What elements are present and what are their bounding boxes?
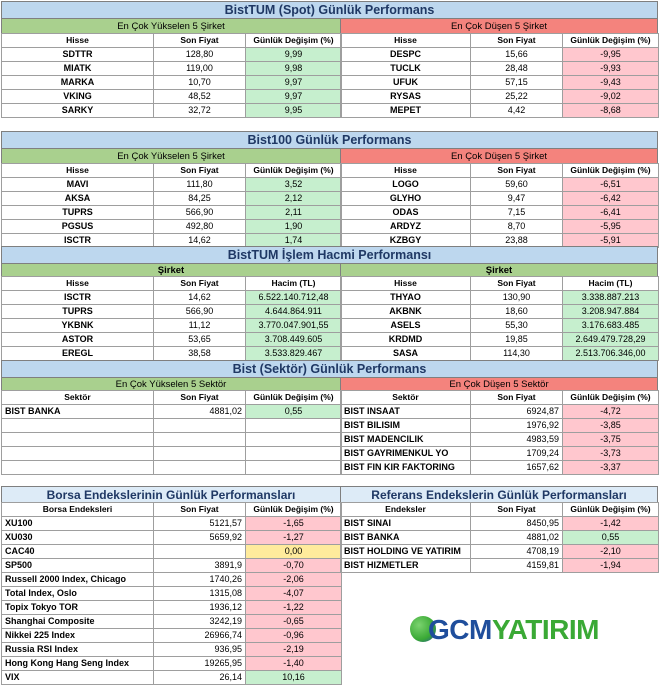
change-cell: 1,90 xyxy=(246,220,342,234)
price-cell: 38,58 xyxy=(154,347,246,361)
column-header: Hacim (TL) xyxy=(563,277,659,291)
column-header: Hisse xyxy=(341,277,471,291)
change-cell: -2,19 xyxy=(246,643,342,657)
change-cell: 2,12 xyxy=(246,192,342,206)
price-cell: 48,52 xyxy=(154,90,246,104)
price-cell xyxy=(154,433,246,447)
name-cell xyxy=(2,461,154,475)
name-cell: VKING xyxy=(2,90,154,104)
name-cell: MEPET xyxy=(341,104,471,118)
price-cell: 14,62 xyxy=(154,234,246,248)
table-row xyxy=(341,447,659,461)
header-row xyxy=(2,503,342,517)
price-cell: 55,30 xyxy=(471,319,563,333)
table-row xyxy=(2,333,342,347)
name-cell: RYSAS xyxy=(341,90,471,104)
price-cell: 26966,74 xyxy=(154,629,246,643)
table-row xyxy=(341,545,659,559)
change-cell: -9,02 xyxy=(563,90,659,104)
price-cell: 4159,81 xyxy=(471,559,563,573)
name-cell: GLYHO xyxy=(341,192,471,206)
price-cell: 936,95 xyxy=(154,643,246,657)
column-header: Günlük Değişim (%) xyxy=(246,164,342,178)
table-row xyxy=(2,104,342,118)
table-row xyxy=(2,76,342,90)
column-header: Hisse xyxy=(2,164,154,178)
table-row xyxy=(2,657,342,671)
column-header: Sektör xyxy=(341,391,471,405)
name-cell: ASELS xyxy=(341,319,471,333)
table-row xyxy=(341,559,659,573)
table-row xyxy=(2,405,342,419)
table-row xyxy=(2,220,342,234)
price-cell: 130,90 xyxy=(471,291,563,305)
table-row xyxy=(2,615,342,629)
name-cell: Topix Tokyo TOR xyxy=(2,601,154,615)
name-cell: VIX xyxy=(2,671,154,685)
name-cell: Total Index, Oslo xyxy=(2,587,154,601)
price-cell: 8,70 xyxy=(471,220,563,234)
column-header: Sektör xyxy=(2,391,154,405)
column-header: Endeksler xyxy=(341,503,471,517)
table-row xyxy=(2,559,342,573)
table-row xyxy=(2,671,342,685)
column-header: Son Fiyat xyxy=(154,503,246,517)
table-row xyxy=(2,531,342,545)
column-header: Son Fiyat xyxy=(154,391,246,405)
price-cell: 128,80 xyxy=(154,48,246,62)
change-cell xyxy=(246,461,342,475)
table-row xyxy=(341,461,659,475)
volume-left-title: Şirket xyxy=(1,263,341,277)
gcm-logo xyxy=(412,612,612,648)
logo-yatirim-text: YATIRIM xyxy=(492,614,599,645)
name-cell: THYAO xyxy=(341,291,471,305)
price-cell: 1936,12 xyxy=(154,601,246,615)
table-row xyxy=(2,447,342,461)
name-cell: MIATK xyxy=(2,62,154,76)
table-row xyxy=(341,62,659,76)
change-cell: 1,74 xyxy=(246,234,342,248)
name-cell: Nikkei 225 Index xyxy=(2,629,154,643)
table-row xyxy=(2,643,342,657)
name-cell: CAC40 xyxy=(2,545,154,559)
column-header: Son Fiyat xyxy=(154,277,246,291)
change-cell: 0,00 xyxy=(246,545,342,559)
price-cell: 1315,08 xyxy=(154,587,246,601)
price-cell: 5121,57 xyxy=(154,517,246,531)
table-row xyxy=(2,347,342,361)
sector-rise-title: En Çok Yükselen 5 Sektör xyxy=(1,377,341,391)
name-cell: TUCLK xyxy=(341,62,471,76)
table-row xyxy=(341,90,659,104)
name-cell: AKSA xyxy=(2,192,154,206)
column-header: Son Fiyat xyxy=(154,34,246,48)
column-header: Günlük Değişim (%) xyxy=(246,391,342,405)
name-cell: ARDYZ xyxy=(341,220,471,234)
table-row xyxy=(2,178,342,192)
change-cell: -1,65 xyxy=(246,517,342,531)
price-cell: 566,90 xyxy=(154,206,246,220)
price-cell: 7,15 xyxy=(471,206,563,220)
change-cell: -4,07 xyxy=(246,587,342,601)
column-header: Hisse xyxy=(2,277,154,291)
name-cell: MAVI xyxy=(2,178,154,192)
header-row xyxy=(2,164,342,178)
price-cell: 4708,19 xyxy=(471,545,563,559)
change-cell: -9,95 xyxy=(563,48,659,62)
change-cell: -3,75 xyxy=(563,433,659,447)
table-row xyxy=(341,517,659,531)
header-row xyxy=(341,277,659,291)
price-cell: 4881,02 xyxy=(154,405,246,419)
price-cell: 6924,87 xyxy=(471,405,563,419)
change-cell: -3,85 xyxy=(563,419,659,433)
change-cell: -8,68 xyxy=(563,104,659,118)
price-cell: 3242,19 xyxy=(154,615,246,629)
name-cell: SDTTR xyxy=(2,48,154,62)
volume-cell: 4.644.864.911 xyxy=(246,305,342,319)
volume-cell: 2.649.479.728,29 xyxy=(563,333,659,347)
price-cell: 57,15 xyxy=(471,76,563,90)
name-cell: BIST BANKA xyxy=(341,531,471,545)
price-cell: 59,60 xyxy=(471,178,563,192)
column-header: Son Fiyat xyxy=(471,277,563,291)
price-cell: 32,72 xyxy=(154,104,246,118)
change-cell: -5,91 xyxy=(563,234,659,248)
column-header: Hacim (TL) xyxy=(246,277,342,291)
name-cell xyxy=(2,433,154,447)
name-cell: BIST MADENCILIK xyxy=(341,433,471,447)
name-cell: EREGL xyxy=(2,347,154,361)
table-row xyxy=(341,48,659,62)
name-cell: BIST BILISIM xyxy=(341,419,471,433)
price-cell: 15,66 xyxy=(471,48,563,62)
volume-right-table xyxy=(340,276,659,361)
header-row xyxy=(341,503,659,517)
price-cell: 4881,02 xyxy=(471,531,563,545)
change-cell: -3,37 xyxy=(563,461,659,475)
price-cell: 23,88 xyxy=(471,234,563,248)
price-cell: 1976,92 xyxy=(471,419,563,433)
price-cell: 114,30 xyxy=(471,347,563,361)
header-row xyxy=(2,391,342,405)
column-header: Son Fiyat xyxy=(471,391,563,405)
change-cell: -2,10 xyxy=(563,545,659,559)
price-cell: 26,14 xyxy=(154,671,246,685)
price-cell: 19,85 xyxy=(471,333,563,347)
table-row xyxy=(341,531,659,545)
column-header: Günlük Değişim (%) xyxy=(563,503,659,517)
table-row xyxy=(341,419,659,433)
column-header: Hisse xyxy=(2,34,154,48)
name-cell: BIST BANKA xyxy=(2,405,154,419)
bist100-rise-title: En Çok Yükselen 5 Şirket xyxy=(1,148,341,164)
name-cell: XU100 xyxy=(2,517,154,531)
name-cell xyxy=(2,419,154,433)
name-cell: MARKA xyxy=(2,76,154,90)
table-row xyxy=(341,319,659,333)
name-cell: ODAS xyxy=(341,206,471,220)
name-cell: SARKY xyxy=(2,104,154,118)
name-cell: LOGO xyxy=(341,178,471,192)
price-cell: 19265,95 xyxy=(154,657,246,671)
volume-cell: 6.522.140.712,48 xyxy=(246,291,342,305)
name-cell: YKBNK xyxy=(2,319,154,333)
name-cell: BIST SINAI xyxy=(341,517,471,531)
change-cell: 9,97 xyxy=(246,76,342,90)
change-cell xyxy=(246,419,342,433)
name-cell: ISCTR xyxy=(2,291,154,305)
name-cell: BIST HOLDING VE YATIRIM xyxy=(341,545,471,559)
volume-right-title: Şirket xyxy=(340,263,658,277)
column-header: Son Fiyat xyxy=(471,503,563,517)
change-cell: -1,27 xyxy=(246,531,342,545)
price-cell: 5659,92 xyxy=(154,531,246,545)
bist100-fall-title: En Çok Düşen 5 Şirket xyxy=(340,148,658,164)
change-cell: -6,42 xyxy=(563,192,659,206)
volume-cell: 3.770.047.901,55 xyxy=(246,319,342,333)
indices-table xyxy=(1,502,342,685)
name-cell: SP500 xyxy=(2,559,154,573)
change-cell: -9,43 xyxy=(563,76,659,90)
table-row xyxy=(341,220,659,234)
header-row xyxy=(341,391,659,405)
change-cell: -1,42 xyxy=(563,517,659,531)
name-cell: BIST GAYRIMENKUL YO xyxy=(341,447,471,461)
table-row xyxy=(341,291,659,305)
table-row xyxy=(341,305,659,319)
table-row xyxy=(341,104,659,118)
change-cell xyxy=(246,447,342,461)
name-cell: SASA xyxy=(341,347,471,361)
price-cell: 1740,26 xyxy=(154,573,246,587)
price-cell: 14,62 xyxy=(154,291,246,305)
spot-fall-table xyxy=(340,33,659,118)
change-cell: -6,51 xyxy=(563,178,659,192)
bist100-rise-table xyxy=(1,163,342,248)
column-header: Borsa Endeksleri xyxy=(2,503,154,517)
bist100-title: Bist100 Günlük Performans xyxy=(1,131,658,149)
sector-fall-table xyxy=(340,390,659,475)
change-cell: -0,65 xyxy=(246,615,342,629)
name-cell: KZBGY xyxy=(341,234,471,248)
table-row xyxy=(2,433,342,447)
name-cell: ASTOR xyxy=(2,333,154,347)
logo-gcm-text: GCM xyxy=(428,614,492,645)
header-row xyxy=(341,34,659,48)
price-cell: 53,65 xyxy=(154,333,246,347)
indices-title: Borsa Endekslerinin Günlük Performansları xyxy=(1,486,341,503)
change-cell: -2,06 xyxy=(246,573,342,587)
name-cell: Russell 2000 Index, Chicago xyxy=(2,573,154,587)
price-cell: 1657,62 xyxy=(471,461,563,475)
price-cell: 25,22 xyxy=(471,90,563,104)
table-row xyxy=(2,545,342,559)
table-row xyxy=(2,206,342,220)
reference-title: Referans Endekslerin Günlük Performansları xyxy=(340,486,658,503)
column-header: Günlük Değişim (%) xyxy=(563,34,659,48)
table-row xyxy=(2,629,342,643)
volume-cell: 3.533.829.467 xyxy=(246,347,342,361)
table-row xyxy=(2,419,342,433)
price-cell: 492,80 xyxy=(154,220,246,234)
table-row xyxy=(2,291,342,305)
table-row xyxy=(341,433,659,447)
name-cell: TUPRS xyxy=(2,206,154,220)
change-cell: -5,95 xyxy=(563,220,659,234)
header-row xyxy=(341,164,659,178)
change-cell: -6,41 xyxy=(563,206,659,220)
change-cell: 0,55 xyxy=(563,531,659,545)
volume-cell: 3.208.947.884 xyxy=(563,305,659,319)
change-cell: 9,95 xyxy=(246,104,342,118)
change-cell: 10,16 xyxy=(246,671,342,685)
table-row xyxy=(2,90,342,104)
sector-title: Bist (Sektör) Günlük Performans xyxy=(1,360,658,378)
name-cell xyxy=(2,447,154,461)
change-cell: -0,96 xyxy=(246,629,342,643)
name-cell: Russia RSI Index xyxy=(2,643,154,657)
price-cell: 111,80 xyxy=(154,178,246,192)
column-header: Son Fiyat xyxy=(471,34,563,48)
price-cell: 28,48 xyxy=(471,62,563,76)
change-cell xyxy=(246,433,342,447)
price-cell xyxy=(154,419,246,433)
table-row xyxy=(2,192,342,206)
price-cell: 8450,95 xyxy=(471,517,563,531)
name-cell: Hong Kong Hang Seng Index xyxy=(2,657,154,671)
table-row xyxy=(2,319,342,333)
price-cell: 3891,9 xyxy=(154,559,246,573)
price-cell: 18,60 xyxy=(471,305,563,319)
name-cell: PGSUS xyxy=(2,220,154,234)
table-row xyxy=(341,333,659,347)
price-cell: 1709,24 xyxy=(471,447,563,461)
table-row xyxy=(2,461,342,475)
volume-cell: 2.513.706.346,00 xyxy=(563,347,659,361)
spot-rise-table xyxy=(1,33,342,118)
price-cell xyxy=(154,545,246,559)
volume-cell: 3.338.887.213 xyxy=(563,291,659,305)
price-cell: 566,90 xyxy=(154,305,246,319)
table-row xyxy=(2,62,342,76)
change-cell: 2,11 xyxy=(246,206,342,220)
bist100-fall-table xyxy=(340,163,659,248)
column-header: Günlük Değişim (%) xyxy=(563,164,659,178)
price-cell: 11,12 xyxy=(154,319,246,333)
table-row xyxy=(341,206,659,220)
change-cell: 3,52 xyxy=(246,178,342,192)
price-cell: 9,47 xyxy=(471,192,563,206)
change-cell: -0,70 xyxy=(246,559,342,573)
table-row xyxy=(2,48,342,62)
column-header: Son Fiyat xyxy=(471,164,563,178)
name-cell: UFUK xyxy=(341,76,471,90)
sector-rise-table xyxy=(1,390,342,475)
change-cell: -1,94 xyxy=(563,559,659,573)
name-cell: XU030 xyxy=(2,531,154,545)
header-row xyxy=(2,277,342,291)
spot-title: BistTUM (Spot) Günlük Performans xyxy=(1,1,658,19)
table-row xyxy=(341,405,659,419)
price-cell: 4,42 xyxy=(471,104,563,118)
change-cell: -3,73 xyxy=(563,447,659,461)
table-row xyxy=(341,178,659,192)
table-row xyxy=(341,192,659,206)
price-cell: 84,25 xyxy=(154,192,246,206)
name-cell: AKBNK xyxy=(341,305,471,319)
name-cell: DESPC xyxy=(341,48,471,62)
change-cell: -4,72 xyxy=(563,405,659,419)
volume-cell: 3.708.449.605 xyxy=(246,333,342,347)
change-cell: -1,22 xyxy=(246,601,342,615)
name-cell: BIST FIN KIR FAKTORING xyxy=(341,461,471,475)
name-cell: ISCTR xyxy=(2,234,154,248)
volume-cell: 3.176.683.485 xyxy=(563,319,659,333)
name-cell: BIST INSAAT xyxy=(341,405,471,419)
column-header: Günlük Değişim (%) xyxy=(246,34,342,48)
table-row xyxy=(2,305,342,319)
price-cell: 119,00 xyxy=(154,62,246,76)
table-row xyxy=(2,573,342,587)
volume-title: BistTUM İşlem Hacmi Performansı xyxy=(1,246,658,264)
price-cell xyxy=(154,461,246,475)
sector-fall-title: En Çok Düşen 5 Sektör xyxy=(340,377,658,391)
change-cell: 9,97 xyxy=(246,90,342,104)
header-row xyxy=(2,34,342,48)
price-cell: 10,70 xyxy=(154,76,246,90)
volume-left-table xyxy=(1,276,342,361)
spot-fall-title: En Çok Düşen 5 Şirket xyxy=(340,18,658,34)
column-header: Günlük Değişim (%) xyxy=(246,503,342,517)
name-cell: TUPRS xyxy=(2,305,154,319)
table-row xyxy=(2,601,342,615)
column-header: Günlük Değişim (%) xyxy=(563,391,659,405)
change-cell: 9,99 xyxy=(246,48,342,62)
spot-rise-title: En Çok Yükselen 5 Şirket xyxy=(1,18,341,34)
change-cell: -1,40 xyxy=(246,657,342,671)
table-row xyxy=(341,76,659,90)
column-header: Son Fiyat xyxy=(154,164,246,178)
column-header: Hisse xyxy=(341,34,471,48)
change-cell: -9,93 xyxy=(563,62,659,76)
name-cell: BIST HIZMETLER xyxy=(341,559,471,573)
change-cell: 0,55 xyxy=(246,405,342,419)
name-cell: KRDMD xyxy=(341,333,471,347)
column-header: Hisse xyxy=(341,164,471,178)
table-row xyxy=(2,517,342,531)
table-row xyxy=(341,347,659,361)
table-row xyxy=(2,587,342,601)
reference-table xyxy=(340,502,659,573)
name-cell: Shanghai Composite xyxy=(2,615,154,629)
price-cell: 4983,59 xyxy=(471,433,563,447)
change-cell: 9,98 xyxy=(246,62,342,76)
price-cell xyxy=(154,447,246,461)
